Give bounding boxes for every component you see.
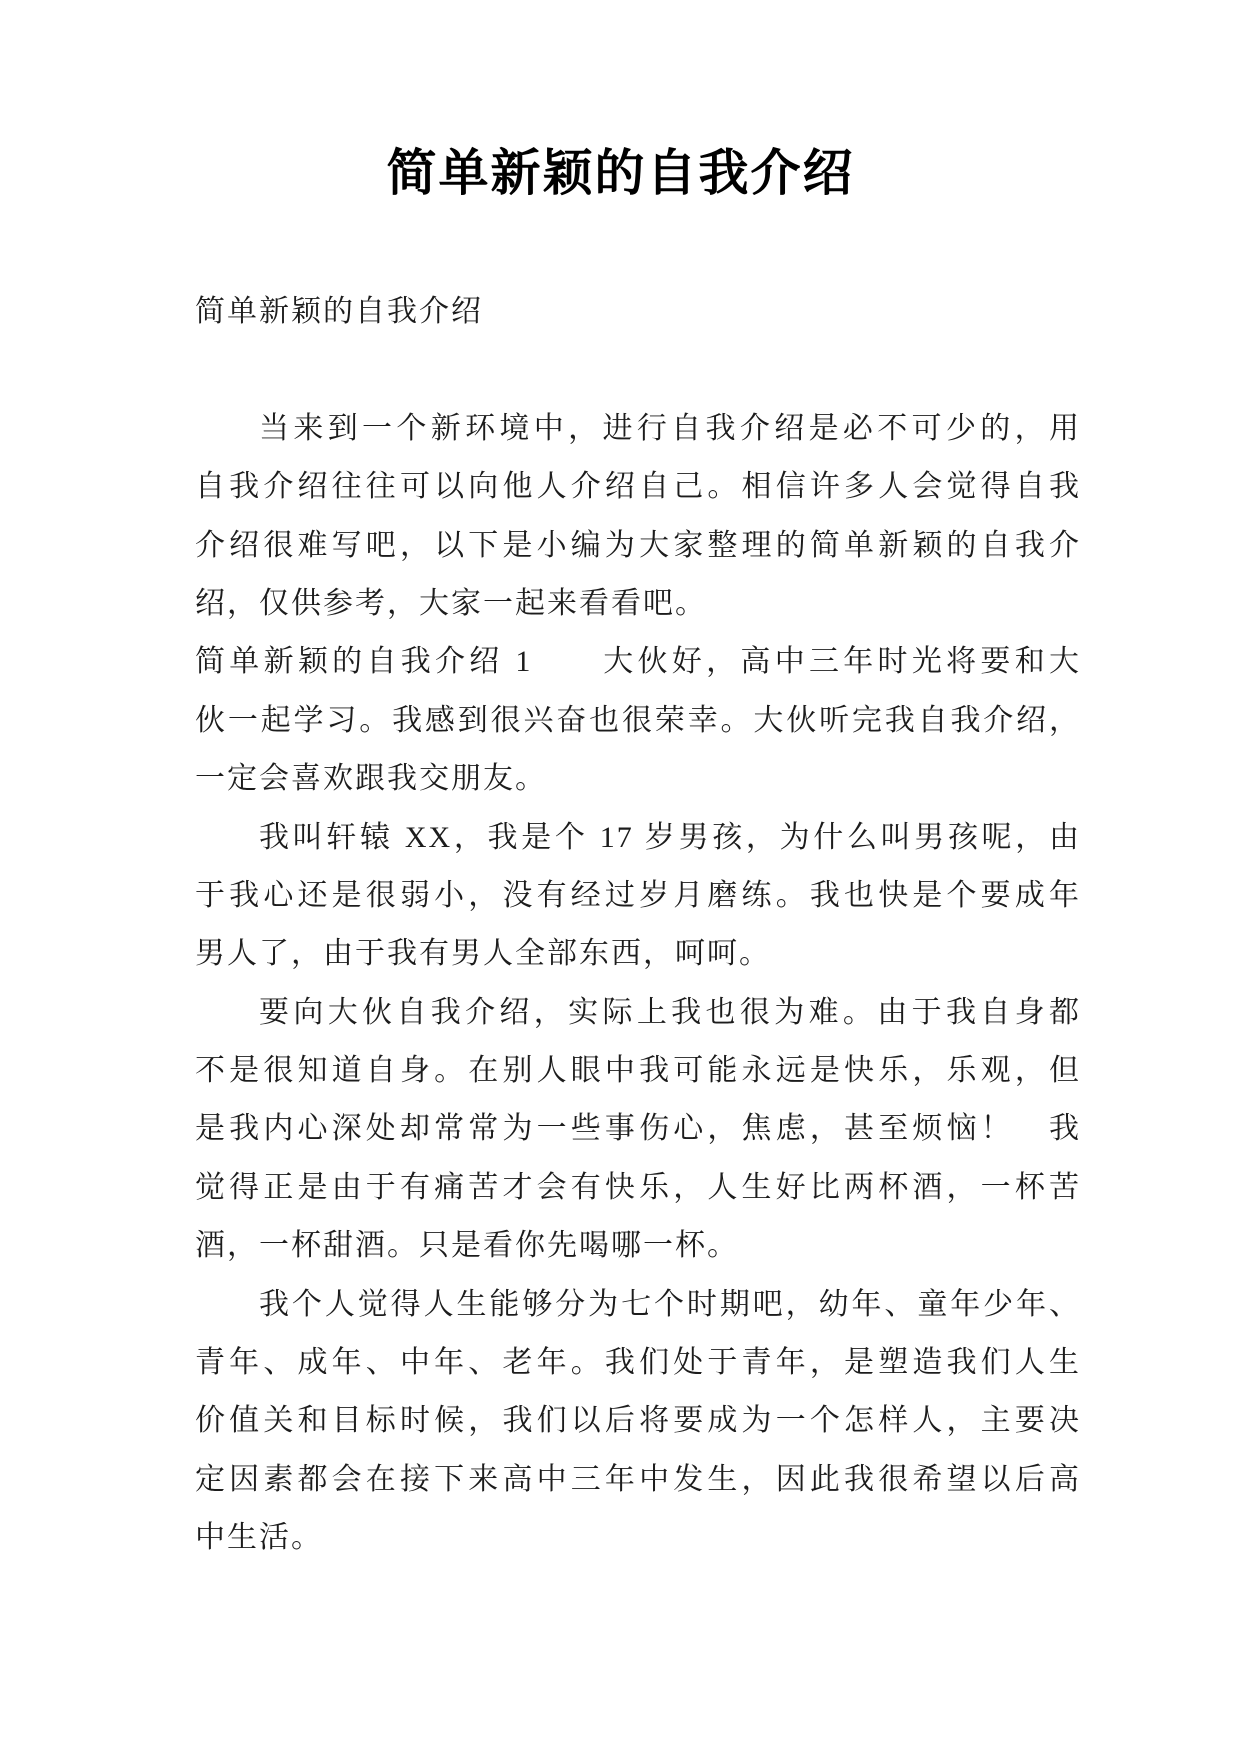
- body-text-line: 觉得正是由于有痛苦才会有快乐，人生好比两杯酒，一杯苦: [195, 1170, 1081, 1204]
- document-body: [195, 283, 1081, 1568]
- body-text-line: 介绍很难写吧，以下是小编为大家整理的简单新颖的自我介: [195, 528, 1081, 562]
- body-text-line: 定因素都会在接下来高中三年中发生，因此我很希望以后高: [195, 1462, 1081, 1496]
- body-text-line: 简单新颖的自我介绍 1 大伙好，高中三年时光将要和大: [195, 645, 1081, 679]
- body-text-line: 男人了，由于我有男人全部东西，呵呵。: [195, 937, 771, 971]
- body-text-line: 于我心还是很弱小，没有经过岁月磨练。我也快是个要成年: [195, 878, 1081, 912]
- body-text-line: 我叫轩辕 XX，我是个 17 岁男孩，为什么叫男孩呢，由: [259, 820, 1081, 854]
- document-title: 简单新颖的自我介绍: [386, 145, 855, 201]
- body-text-line: 青年、成年、中年、老年。我们处于青年，是塑造我们人生: [195, 1346, 1081, 1380]
- body-text-line: 要向大伙自我介绍，实际上我也很为难。由于我自身都: [259, 995, 1081, 1029]
- body-text-line: 中生活。: [195, 1521, 323, 1555]
- body-text-line: 我个人觉得人生能够分为七个时期吧，幼年、童年少年、: [259, 1287, 1081, 1321]
- body-text-line: 不是很知道自身。在别人眼中我可能永远是快乐，乐观，但: [195, 1054, 1081, 1088]
- body-text-line: 伙一起学习。我感到很兴奋也很荣幸。大伙听完我自我介绍，: [195, 703, 1081, 737]
- body-text-line: 当来到一个新环境中，进行自我介绍是必不可少的，用: [259, 411, 1081, 445]
- body-text-line: 一定会喜欢跟我交朋友。: [195, 762, 547, 796]
- body-text-line: 是我内心深处却常常为一些事伤心，焦虑，甚至烦恼！ 我: [195, 1112, 1081, 1146]
- body-text-line: 绍，仅供参考，大家一起来看看吧。: [195, 586, 707, 620]
- body-text-line: 自我介绍往往可以向他人介绍自己。相信许多人会觉得自我: [195, 470, 1081, 504]
- body-text-line: 价值关和目标时候，我们以后将要成为一个怎样人，主要决: [195, 1404, 1081, 1438]
- body-paragraphs: [195, 400, 1081, 1568]
- body-text-line: 酒，一杯甜酒。只是看你先喝哪一杯。: [195, 1229, 739, 1263]
- document-subtitle: 简单新颖的自我介绍: [195, 295, 483, 328]
- blank-line: [195, 341, 1081, 399]
